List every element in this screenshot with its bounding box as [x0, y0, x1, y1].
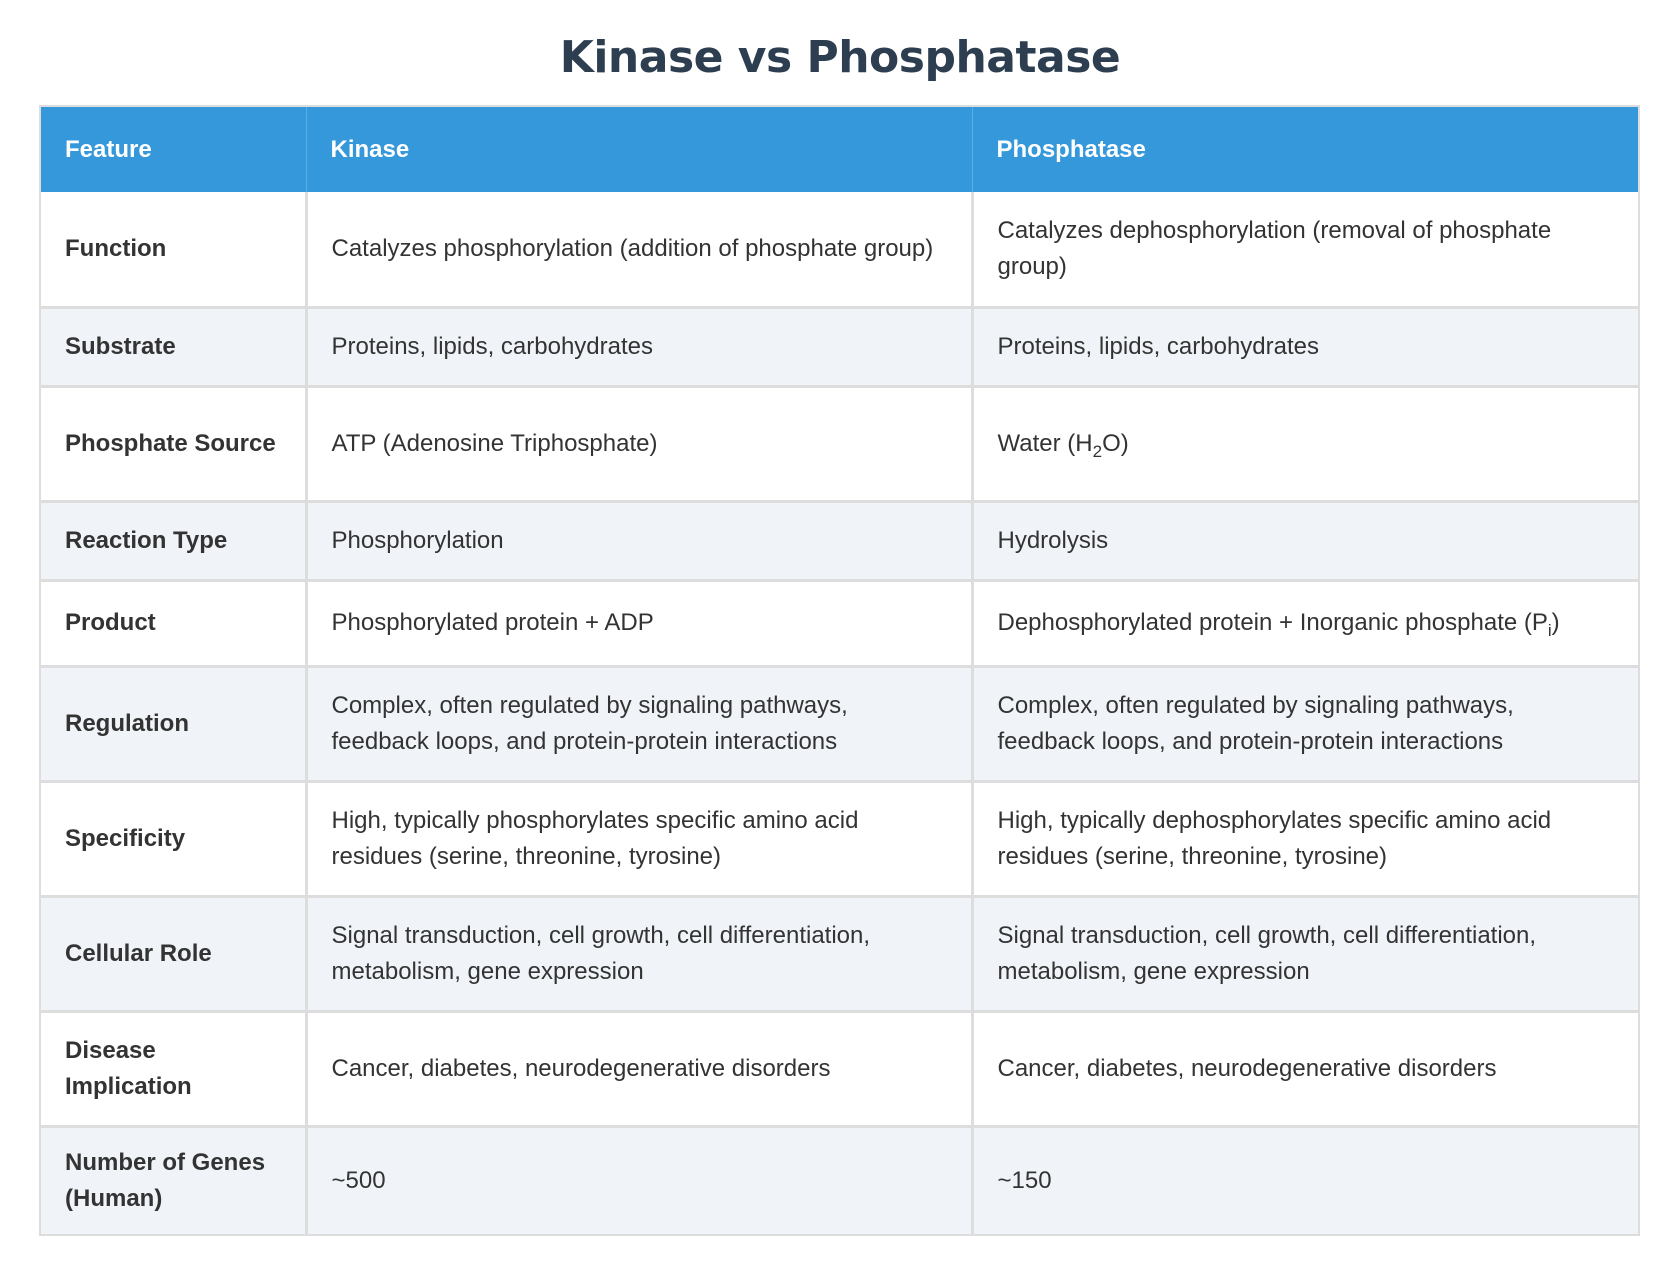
table-row-specificity — [41, 781, 1638, 896]
feature-cell: Regulation — [41, 666, 306, 781]
kinase-cell: ~500 — [306, 1126, 972, 1234]
phosphatase-cell — [972, 386, 1638, 501]
feature-cell: Reaction Type — [41, 501, 306, 580]
subscript: i — [1547, 621, 1552, 640]
header-row — [41, 107, 1638, 192]
feature-cell: Substrate — [41, 307, 306, 386]
table-row-number-of-genes — [41, 1126, 1638, 1234]
table-row-product — [41, 580, 1638, 666]
feature-cell: Function — [41, 192, 306, 307]
phosphatase-cell: Cancer, diabetes, neurodegenerative disorders — [972, 1011, 1638, 1126]
feature-cell: Product — [41, 580, 306, 666]
table-row-function — [41, 192, 1638, 307]
subscript: 2 — [1092, 441, 1103, 461]
table-row-reaction-type — [41, 501, 1638, 580]
phosphatase-cell — [972, 580, 1638, 666]
phosphatase-cell: Hydrolysis — [972, 501, 1638, 580]
cell-text: ) — [1551, 609, 1560, 636]
phosphatase-cell: Complex, often regulated by signaling pathways, feedback loops, and protein-protein interactions — [972, 666, 1638, 781]
table-row-cellular-role — [41, 896, 1638, 1011]
kinase-cell: Cancer, diabetes, neurodegenerative disorders — [306, 1011, 972, 1126]
table-row-substrate — [41, 307, 1638, 386]
kinase-cell: Signal transduction, cell growth, cell differentiation, metabolism, gene expression — [306, 896, 972, 1011]
column-header-feature: Feature — [41, 107, 306, 192]
feature-cell: Specificity — [41, 781, 306, 896]
cell-text: O) — [1102, 429, 1129, 457]
phosphatase-cell: Proteins, lipids, carbohydrates — [972, 307, 1638, 386]
column-header-phosphatase: Phosphatase — [972, 107, 1638, 192]
table-row-phosphate-source — [41, 386, 1638, 501]
feature-cell: Number of Genes (Human) — [41, 1126, 306, 1234]
kinase-cell: Phosphorylated protein + ADP — [306, 580, 972, 666]
table-row-disease-implication — [41, 1011, 1638, 1126]
kinase-cell: Proteins, lipids, carbohydrates — [306, 307, 972, 386]
table-row-regulation — [41, 666, 1638, 781]
phosphatase-cell: High, typically dephosphorylates specific amino acid residues (serine, threonine, tyrosine) — [972, 781, 1638, 896]
table-header — [41, 107, 1638, 192]
page-title: Kinase vs Phosphatase — [559, 32, 1121, 83]
kinase-cell: Catalyzes phosphorylation (addition of phosphate group) — [306, 192, 972, 307]
kinase-cell: ATP (Adenosine Triphosphate) — [306, 386, 972, 501]
feature-cell: Phosphate Source — [41, 386, 306, 501]
cell-text: Water (H — [997, 429, 1093, 457]
kinase-cell: High, typically phosphorylates specific amino acid residues (serine, threonine, tyrosine) — [306, 781, 972, 896]
cell-text: Dephosphorylated protein + Inorganic phosphate (P — [997, 609, 1548, 636]
kinase-cell: Phosphorylation — [306, 501, 972, 580]
feature-cell: Cellular Role — [41, 896, 306, 1011]
comparison-table — [41, 107, 1638, 1234]
phosphatase-cell: Signal transduction, cell growth, cell differentiation, metabolism, gene expression — [972, 896, 1638, 1011]
column-header-kinase: Kinase — [306, 107, 972, 192]
comparison-table-container — [41, 107, 1638, 1234]
phosphatase-cell: Catalyzes dephosphorylation (removal of phosphate group) — [972, 192, 1638, 307]
kinase-cell: Complex, often regulated by signaling pathways, feedback loops, and protein-protein interactions — [306, 666, 972, 781]
phosphatase-cell: ~150 — [972, 1126, 1638, 1234]
feature-cell: Disease Implication — [41, 1011, 306, 1126]
table-body — [41, 192, 1638, 1234]
